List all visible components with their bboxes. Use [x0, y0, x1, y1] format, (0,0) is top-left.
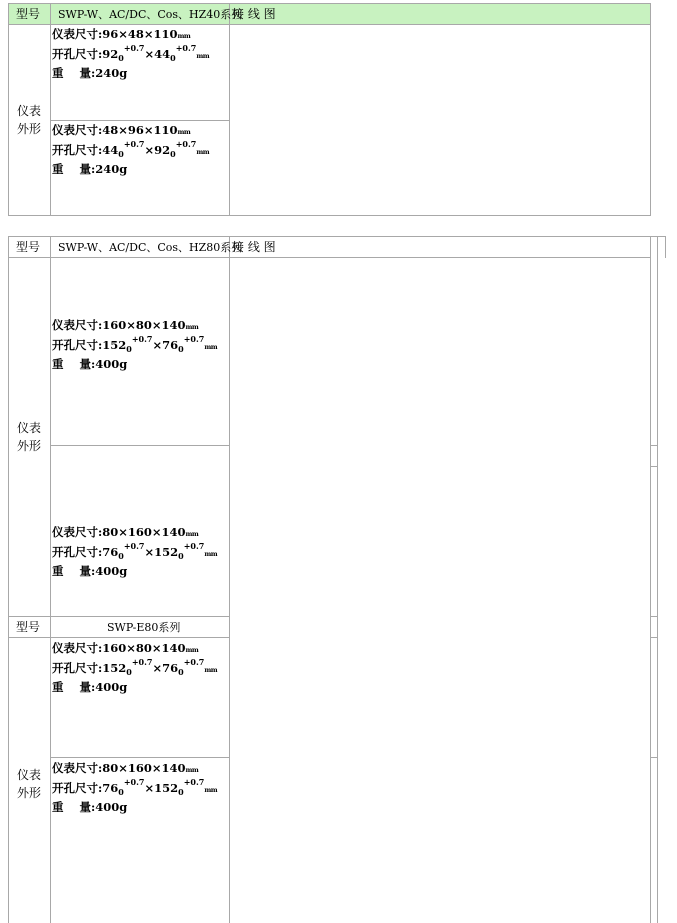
model-label: 型号: [16, 7, 41, 21]
series-title: SWP-E80系列: [107, 621, 181, 634]
spec-block: 仪表尺寸:80×160×140mm 开孔尺寸$:76_0^{+0.7}\times 152_0^{+0.7}mm$ 重 量:400g: [52, 761, 218, 814]
appearance-label: 仪表 外形: [16, 104, 41, 136]
spec-block: 仪表尺寸:48×96×110mm 开孔尺寸$:44_0^{+0.7}\times 92_0^{+0.7}mm$ 重 量:240g: [52, 123, 210, 176]
spec-block: 仪表尺寸:160×80×140mm 开孔尺寸$:152_0^{+0.7}\times 76_0^{+0.7}mm$ 重 量:400g: [52, 641, 218, 694]
spec-block: 仪表尺寸:160×80×140mm 开孔尺寸$:152_0^{+0.7}\times 76_0^{+0.7}mm$ 重 量:400g: [52, 318, 218, 371]
series-title: SWP-W、AC/DC、Cos、HZ40系列: [58, 8, 243, 21]
appearance-label: 仪表 外形: [16, 768, 41, 800]
wiring-diagram-label: 接 线 图: [232, 240, 276, 254]
model-label: 型号: [16, 620, 41, 634]
spec-block: 仪表尺寸:96×48×110mm 开孔尺寸$:92_0^{+0.7}\times 44_0^{+0.7}mm$ 重 量:240g: [52, 27, 210, 80]
series-title: SWP-W、AC/DC、Cos、HZ80系列: [58, 241, 243, 254]
spec-block: 仪表尺寸:80×160×140mm 开孔尺寸$:76_0^{+0.7}\times 152_0^{+0.7}mm$ 重 量:400g: [52, 525, 218, 578]
appearance-label: 仪表 外形: [16, 421, 41, 453]
model-label: 型号: [16, 240, 41, 254]
wiring-diagram-label: 接 线 图: [232, 7, 276, 21]
